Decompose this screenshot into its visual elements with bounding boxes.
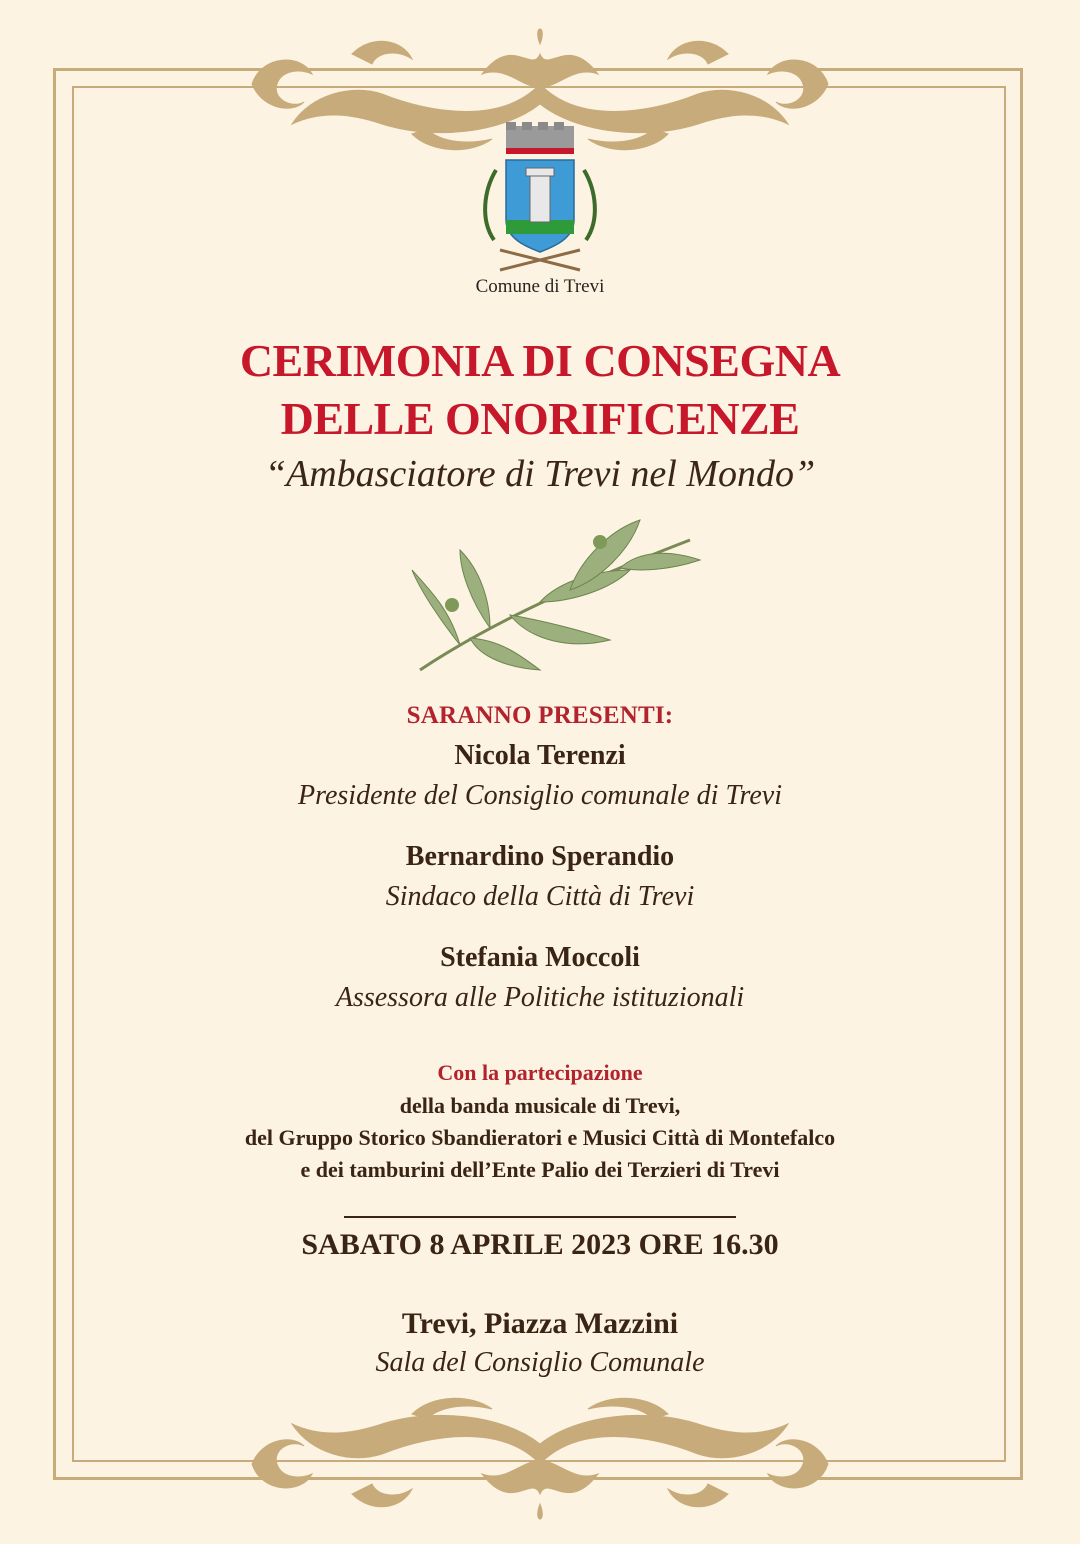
event-date: SABATO 8 APRILE 2023 ORE 16.30 <box>301 1228 779 1261</box>
presenti-label: SARANNO PRESENTI: <box>406 702 674 729</box>
event-venue: Sala del Consiglio Comunale <box>375 1347 705 1378</box>
partecipazione-line: della banda musicale di Trevi, <box>399 1093 681 1118</box>
comune-label: Comune di Trevi <box>475 276 605 297</box>
person-role: Sindaco della Città di Trevi <box>385 881 695 912</box>
title-line-2: DELLE ONORIFICENZE <box>280 393 800 444</box>
person-role: Assessora alle Politiche istituzionali <box>335 982 745 1013</box>
person-role: Presidente del Consiglio comunale di Trevi <box>298 780 782 811</box>
olive-branch-icon <box>400 510 710 680</box>
partecipazione-line: del Gruppo Storico Sbandieratori e Musici Città di Montefalco <box>244 1125 836 1150</box>
crest-icon <box>470 120 610 280</box>
partecipazione-line: e dei tamburini dell’Ente Palio dei Terzieri di Trevi <box>300 1157 780 1182</box>
title-line-1: CERIMONIA DI CONSEGNA <box>239 335 841 386</box>
partecipazione-label: Con la partecipazione <box>437 1060 643 1085</box>
ornament-bottom-icon <box>232 1384 848 1534</box>
person-name: Stefania Moccoli <box>440 942 640 973</box>
page-subtitle: “Ambasciatore di Trevi nel Mondo” <box>264 453 816 495</box>
person-name: Nicola Terenzi <box>454 740 626 771</box>
divider <box>344 1216 736 1218</box>
page-title <box>0 332 1080 448</box>
event-place: Trevi, Piazza Mazzini <box>401 1307 679 1340</box>
person-name: Bernardino Sperandio <box>405 841 675 872</box>
